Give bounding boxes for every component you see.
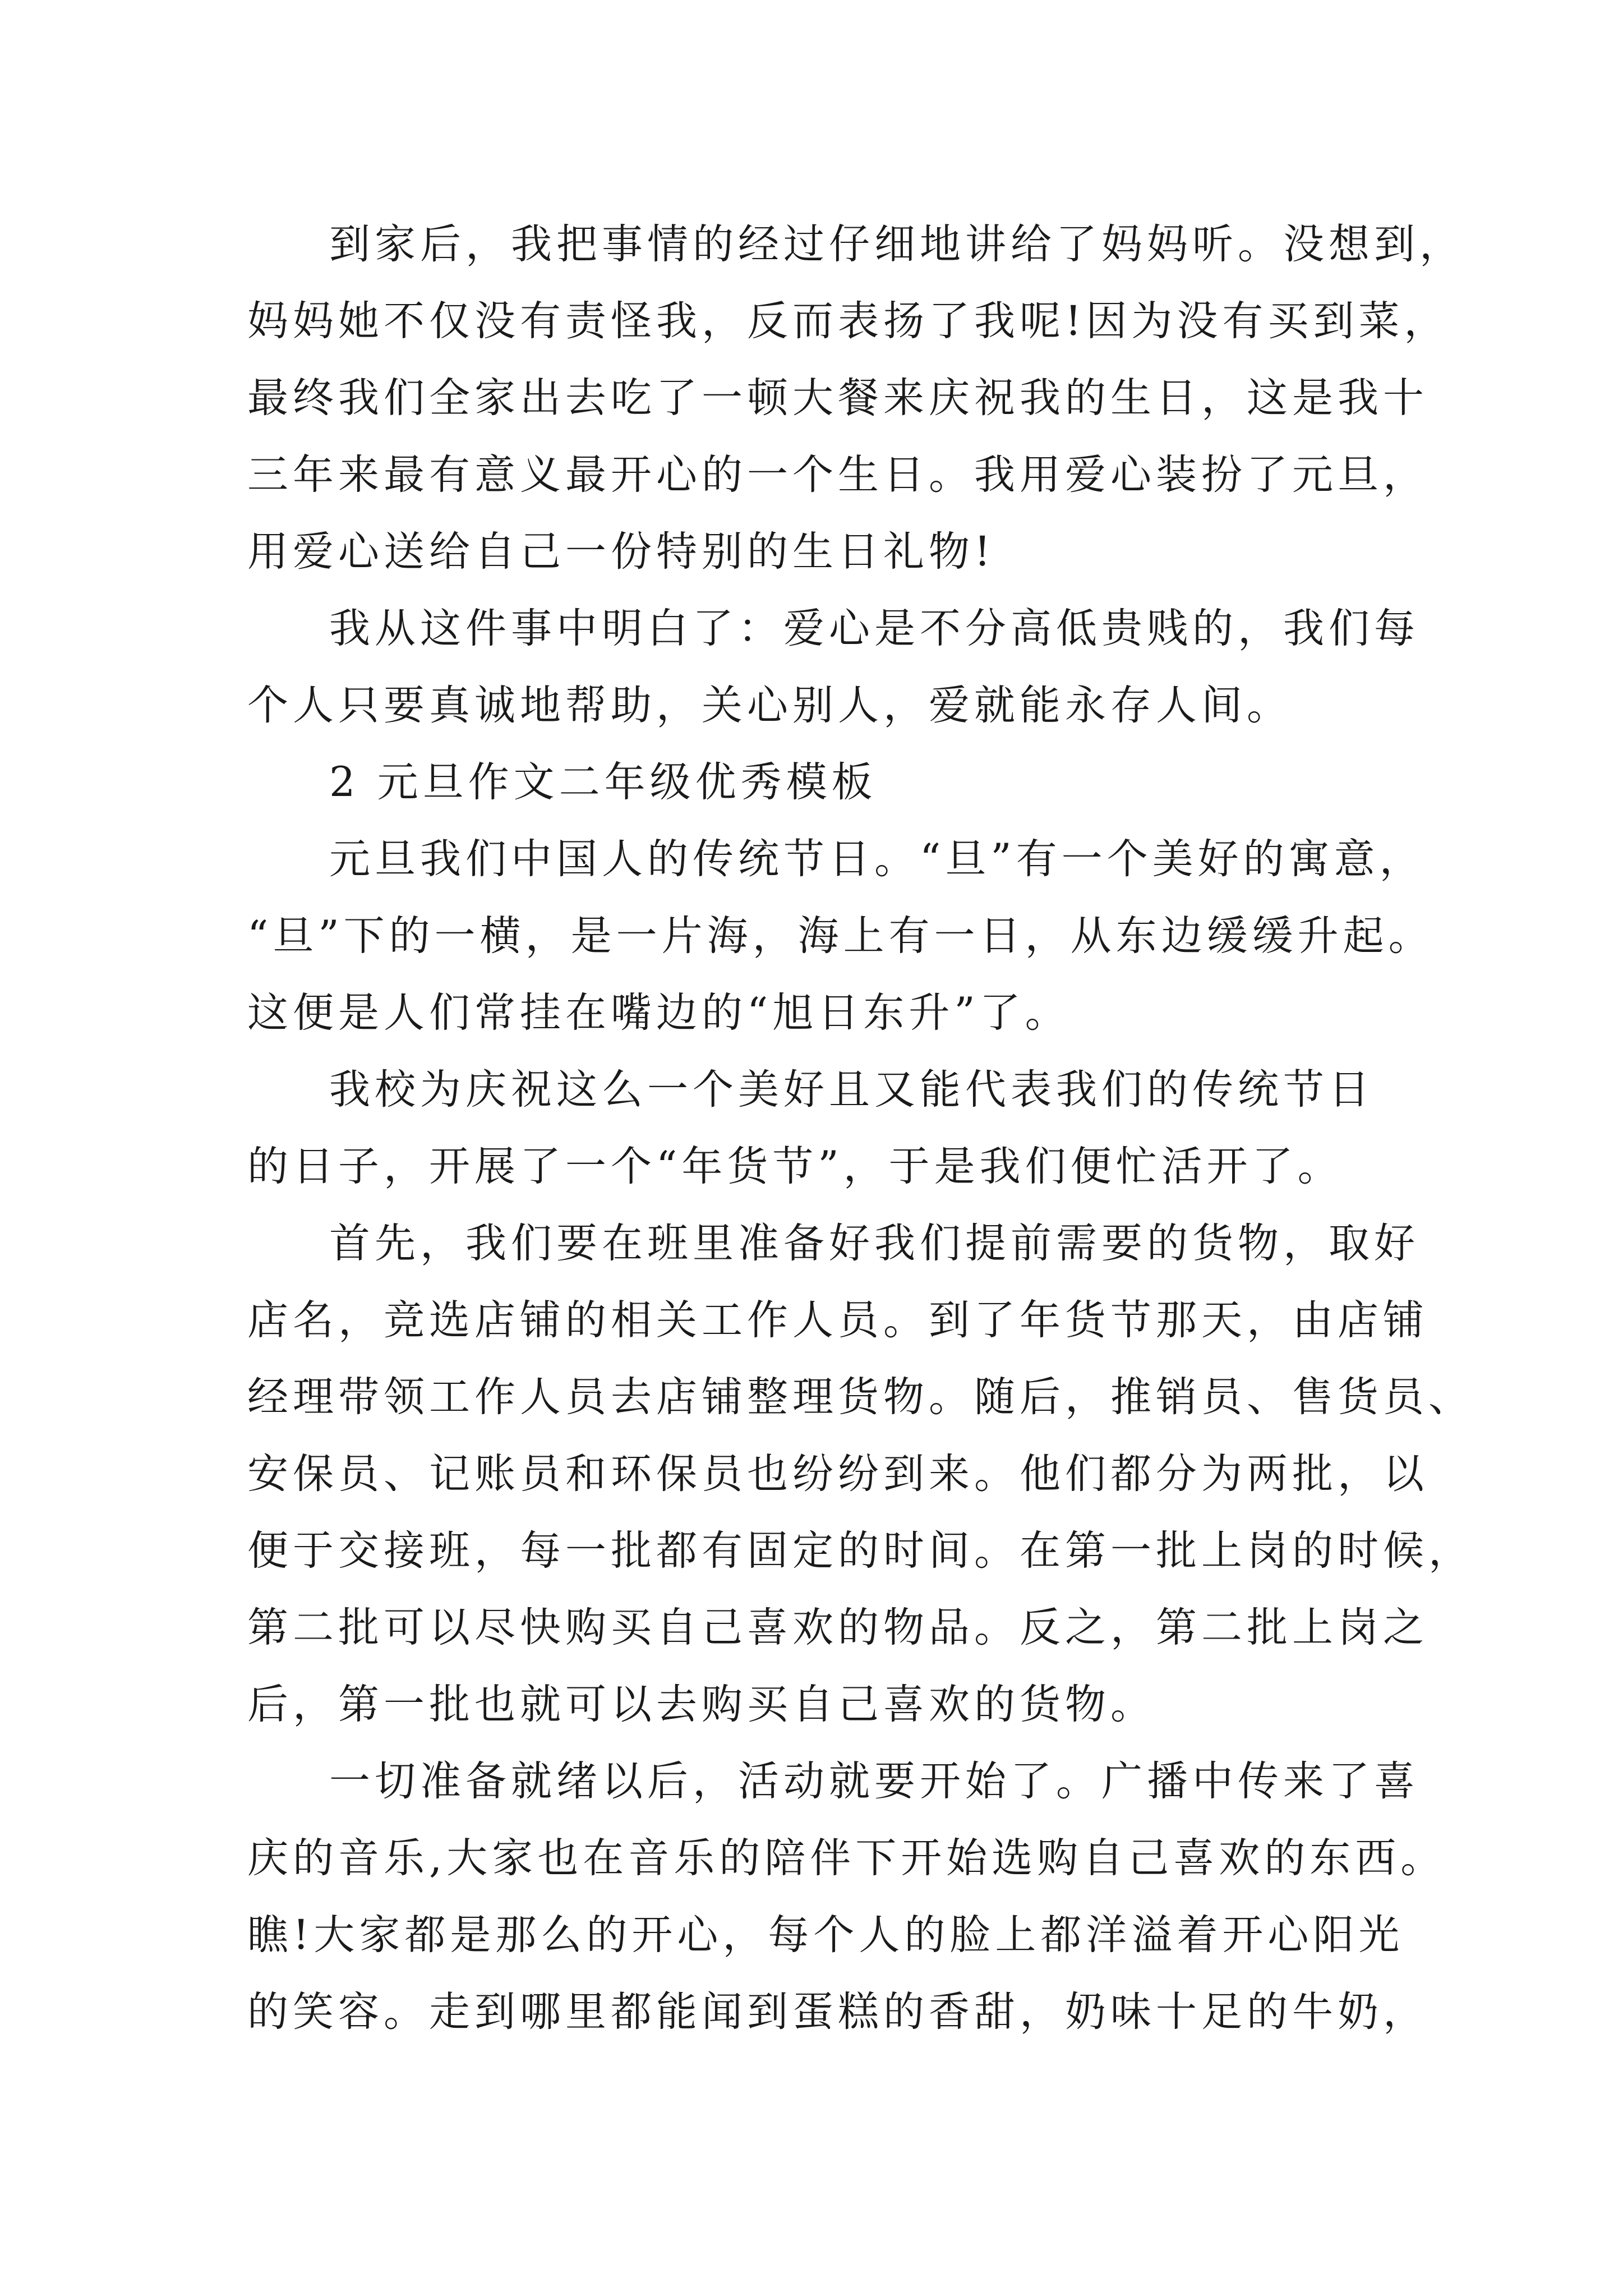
section-heading: 2 元旦作文二年级优秀模板 (329, 758, 877, 806)
text-line: 第二批可以尽快购买自己喜欢的物品。反之，第二批上岗之 (247, 1604, 1428, 1651)
text-line: 的笑容。走到哪里都能闻到蛋糕的香甜，奶味十足的牛奶， (247, 1988, 1428, 2036)
text-line: 一切准备就绪以后，活动就要开始了。广播中传来了喜 (329, 1757, 1419, 1805)
text-line: 最终我们全家出去吃了一顿大餐来庆祝我的生日，这是我十 (247, 374, 1428, 422)
text-line: 用爱心送给自己一份特别的生日礼物! (247, 528, 995, 576)
text-line: 我校为庆祝这么一个美好且又能代表我们的传统节日 (329, 1066, 1374, 1114)
text-line: 的日子，开展了一个“年货节”，于是我们便忙活开了。 (247, 1143, 1343, 1190)
text-line: 个人只要真诚地帮助，关心别人，爱就能永存人间。 (247, 682, 1292, 729)
text-line: 便于交接班，每一批都有固定的时间。在第一批上岗的时候， (247, 1527, 1474, 1575)
text-line: 店名，竞选店铺的相关工作人员。到了年货节那天，由店铺 (247, 1296, 1428, 1344)
text-line: 瞧!大家都是那么的开心，每个人的脸上都洋溢着开心阳光 (247, 1911, 1404, 1959)
text-line: 庆的音乐,大家也在音乐的陪伴下开始选购自己喜欢的东西。 (247, 1834, 1446, 1882)
text-line: 元旦我们中国人的传统节日。“旦”有一个美好的寓意， (329, 835, 1425, 883)
text-line: 首先，我们要在班里准备好我们提前需要的货物，取好 (329, 1220, 1419, 1267)
text-line: 后，第一批也就可以去购买自己喜欢的货物。 (247, 1681, 1156, 1728)
text-line: 这便是人们常挂在嘴边的“旭日东升”了。 (247, 989, 1071, 1037)
document-body (247, 206, 1474, 2050)
text-line: 经理带领工作人员去店铺整理货物。随后，推销员、售货员、 (247, 1373, 1474, 1421)
text-line: 妈妈她不仅没有责怪我，反而表扬了我呢!因为没有买到菜， (247, 297, 1450, 345)
text-line: 安保员、记账员和环保员也纷纷到来。他们都分为两批，以 (247, 1450, 1428, 1498)
text-line: 三年来最有意义最开心的一个生日。我用爱心装扮了元旦， (247, 451, 1428, 499)
text-line: 到家后，我把事情的经过仔细地讲给了妈妈听。没想到， (329, 220, 1465, 268)
text-line: 我从这件事中明白了：爱心是不分高低贵贱的，我们每 (329, 605, 1419, 652)
text-line: “旦”下的一横，是一片海，海上有一日，从东边缓缓升起。 (247, 912, 1434, 960)
